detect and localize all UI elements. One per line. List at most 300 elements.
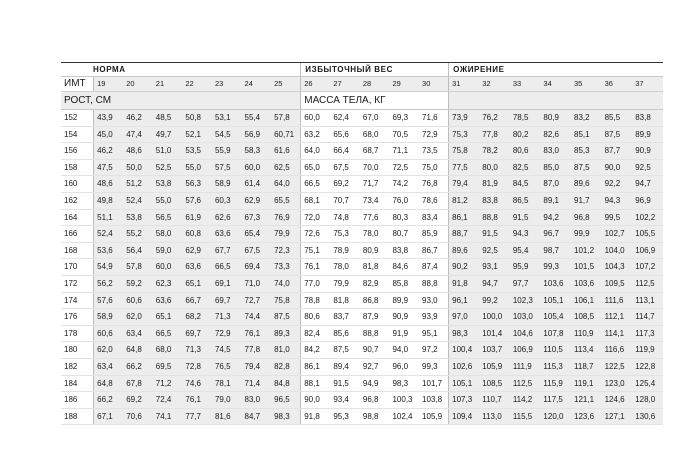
weight-cell: 130,6 [632, 408, 663, 425]
height-value: 166 [61, 226, 94, 243]
table-row [61, 143, 663, 160]
weight-cell: 106,1 [571, 292, 602, 309]
weight-cell: 82,5 [510, 159, 541, 176]
weight-cell: 90,2 [449, 259, 480, 276]
weight-cell: 49,7 [153, 126, 183, 143]
weight-cell: 68,2 [182, 309, 212, 326]
bmi-value: 32 [479, 77, 510, 92]
weight-cell: 72,9 [212, 325, 242, 342]
weight-cell: 128,0 [632, 392, 663, 409]
weight-cell: 94,3 [510, 226, 541, 243]
weight-cell: 91,7 [571, 192, 602, 209]
weight-cell: 94,3 [602, 192, 633, 209]
weight-cell: 60,3 [212, 192, 242, 209]
weight-cell: 78,9 [330, 242, 360, 259]
weight-cell: 114,1 [602, 325, 633, 342]
weight-cell: 97,2 [419, 342, 449, 359]
weight-cell: 83,0 [242, 392, 272, 409]
weight-cell: 91,5 [479, 226, 510, 243]
weight-cell: 71,7 [360, 176, 390, 193]
weight-cell: 123,6 [571, 408, 602, 425]
bmi-value: 33 [510, 77, 541, 92]
weight-cell: 86,1 [449, 209, 480, 226]
bmi-value: 23 [212, 77, 242, 92]
weight-cell: 85,0 [540, 159, 571, 176]
weight-cell: 92,5 [632, 159, 663, 176]
weight-cell: 93,0 [419, 292, 449, 309]
weight-cell: 113,1 [632, 292, 663, 309]
weight-cell: 87,4 [419, 259, 449, 276]
weight-cell: 103,8 [419, 392, 449, 409]
table-row [61, 126, 663, 143]
weight-cell: 94,9 [360, 375, 390, 392]
weight-cell: 119,9 [632, 342, 663, 359]
weight-cell: 72,9 [419, 126, 449, 143]
weight-cell: 85,1 [571, 126, 602, 143]
weight-cell: 77,8 [479, 126, 510, 143]
weight-cell: 98,8 [360, 408, 390, 425]
weight-cell: 84,2 [301, 342, 331, 359]
weight-cell: 98,3 [389, 375, 419, 392]
weight-cell: 101,5 [571, 259, 602, 276]
weight-cell: 82,4 [301, 325, 331, 342]
height-value: 152 [61, 110, 94, 127]
weight-cell: 87,5 [571, 159, 602, 176]
height-label: РОСТ, СМ [61, 92, 301, 110]
weight-cell: 89,9 [389, 292, 419, 309]
weight-cell: 77,6 [360, 209, 390, 226]
height-value: 188 [61, 408, 94, 425]
weight-cell: 75,0 [419, 159, 449, 176]
weight-cell: 72,6 [301, 226, 331, 243]
weight-cell: 55,9 [212, 143, 242, 160]
weight-cell: 123,0 [602, 375, 633, 392]
weight-cell: 62,5 [271, 159, 301, 176]
weight-cell: 101,7 [419, 375, 449, 392]
table-row [61, 292, 663, 309]
units-row [61, 92, 663, 110]
weight-cell: 61,9 [182, 209, 212, 226]
weight-cell: 56,3 [182, 176, 212, 193]
weight-cell: 60,6 [94, 325, 124, 342]
weight-cell: 47,5 [94, 159, 124, 176]
weight-cell: 62,6 [212, 209, 242, 226]
weight-cell: 67,5 [330, 159, 360, 176]
table-row [61, 226, 663, 243]
weight-cell: 105,4 [540, 309, 571, 326]
weight-cell: 86,1 [301, 358, 331, 375]
weight-cell: 50,0 [123, 159, 153, 176]
weight-cell: 106,9 [632, 242, 663, 259]
weight-cell: 88,7 [449, 226, 480, 243]
weight-cell: 89,4 [330, 358, 360, 375]
weight-cell: 48,6 [94, 176, 124, 193]
weight-cell: 53,8 [153, 176, 183, 193]
weight-cell: 64,8 [123, 342, 153, 359]
weight-cell: 107,3 [449, 392, 480, 409]
weight-cell: 76,1 [301, 259, 331, 276]
weight-cell: 105,9 [419, 408, 449, 425]
weight-cell: 70,0 [360, 159, 390, 176]
weight-cell: 93,9 [419, 309, 449, 326]
weight-cell: 96,0 [389, 358, 419, 375]
weight-cell: 109,4 [449, 408, 480, 425]
weight-cell: 101,4 [479, 325, 510, 342]
weight-cell: 104,3 [602, 259, 633, 276]
weight-cell: 81,6 [212, 408, 242, 425]
weight-cell: 107,2 [632, 259, 663, 276]
weight-cell: 94,7 [632, 176, 663, 193]
weight-cell: 98,7 [540, 242, 571, 259]
weight-cell: 90,9 [632, 143, 663, 160]
weight-cell: 84,7 [242, 408, 272, 425]
weight-cell: 63,6 [182, 259, 212, 276]
weight-cell: 81,9 [479, 176, 510, 193]
weight-cell: 95,9 [510, 259, 541, 276]
weight-cell: 81,2 [449, 192, 480, 209]
weight-cell: 102,7 [602, 226, 633, 243]
weight-cell: 68,7 [360, 143, 390, 160]
weight-cell: 90,0 [301, 392, 331, 409]
weight-cell: 81,8 [360, 259, 390, 276]
table-row [61, 275, 663, 292]
bmi-value: 26 [301, 77, 331, 92]
weight-cell: 86,5 [510, 192, 541, 209]
weight-cell: 76,5 [212, 358, 242, 375]
weight-cell: 53,5 [182, 143, 212, 160]
weight-cell: 99,5 [602, 209, 633, 226]
weight-cell: 52,4 [94, 226, 124, 243]
weight-cell: 92,5 [479, 242, 510, 259]
weight-cell: 85,5 [602, 110, 633, 127]
weight-cell: 50,8 [182, 110, 212, 127]
weight-cell: 79,4 [242, 358, 272, 375]
weight-cell: 47,4 [123, 126, 153, 143]
weight-cell: 85,9 [419, 226, 449, 243]
weight-cell: 57,8 [123, 259, 153, 276]
weight-cell: 84,8 [271, 375, 301, 392]
weight-cell: 100,4 [449, 342, 480, 359]
weight-cell: 94,7 [479, 275, 510, 292]
weight-cell: 66,7 [182, 292, 212, 309]
weight-cell: 88,8 [479, 209, 510, 226]
table-row [61, 209, 663, 226]
weight-cell: 120,0 [540, 408, 571, 425]
category-header-row [61, 63, 663, 77]
weight-cell: 64,0 [301, 143, 331, 160]
bmi-value: 19 [94, 77, 124, 92]
category-obesity: ОЖИРЕНИЕ [449, 63, 663, 77]
bmi-value: 20 [123, 77, 153, 92]
weight-cell: 69,2 [330, 176, 360, 193]
weight-cell: 97,0 [449, 309, 480, 326]
weight-cell: 111,6 [602, 292, 633, 309]
weight-cell: 97,7 [510, 275, 541, 292]
weight-cell: 106,9 [510, 342, 541, 359]
weight-cell: 100,0 [479, 309, 510, 326]
weight-cell: 73,5 [419, 143, 449, 160]
weight-cell: 76,1 [182, 392, 212, 409]
weight-cell: 78,0 [360, 226, 390, 243]
weight-cell: 78,8 [301, 292, 331, 309]
weight-cell: 91,8 [301, 408, 331, 425]
weight-cell: 63,4 [94, 358, 124, 375]
weight-cell: 72,5 [389, 159, 419, 176]
weight-cell: 76,1 [242, 325, 272, 342]
weight-cell: 72,4 [153, 392, 183, 409]
table-row [61, 408, 663, 425]
weight-cell: 115,5 [510, 408, 541, 425]
weight-cell: 46,2 [94, 143, 124, 160]
weight-cell: 79,0 [212, 392, 242, 409]
weight-cell: 53,8 [123, 209, 153, 226]
weight-cell: 99,2 [479, 292, 510, 309]
weight-cell: 80,9 [540, 110, 571, 127]
weight-cell: 51,0 [153, 143, 183, 160]
weight-cell: 72,3 [271, 242, 301, 259]
bmi-weight-table [61, 62, 663, 425]
weight-cell: 115,9 [540, 375, 571, 392]
bmi-value: 29 [389, 77, 419, 92]
weight-cell: 59,2 [123, 275, 153, 292]
weight-cell: 89,6 [449, 242, 480, 259]
weight-cell: 89,6 [571, 176, 602, 193]
weight-cell: 74,5 [212, 342, 242, 359]
weight-cell: 108,5 [479, 375, 510, 392]
weight-cell: 88,8 [419, 275, 449, 292]
weight-cell: 66,5 [212, 259, 242, 276]
weight-cell: 87,0 [540, 176, 571, 193]
weight-cell: 62,0 [94, 342, 124, 359]
weight-cell: 51,1 [94, 209, 124, 226]
weight-cell: 102,6 [449, 358, 480, 375]
weight-cell: 90,7 [360, 342, 390, 359]
weight-cell: 66,5 [153, 325, 183, 342]
weight-cell: 74,2 [389, 176, 419, 193]
weight-cell: 55,0 [153, 192, 183, 209]
weight-cell: 62,3 [153, 275, 183, 292]
category-overweight: ИЗБЫТОЧНЫЙ ВЕС [301, 63, 449, 77]
weight-cell: 87,9 [360, 309, 390, 326]
height-value: 168 [61, 242, 94, 259]
weight-cell: 85,3 [571, 143, 602, 160]
weight-cell: 77,8 [242, 342, 272, 359]
weight-cell: 74,6 [182, 375, 212, 392]
weight-cell: 80,6 [301, 309, 331, 326]
weight-cell: 76,0 [389, 192, 419, 209]
weight-cell: 58,3 [242, 143, 272, 160]
weight-cell: 68,0 [153, 342, 183, 359]
weight-cell: 105,5 [632, 226, 663, 243]
table-row [61, 242, 663, 259]
weight-cell: 54,9 [94, 259, 124, 276]
weight-cell: 94,2 [540, 209, 571, 226]
weight-cell: 78,0 [330, 259, 360, 276]
weight-cell: 67,8 [123, 375, 153, 392]
weight-cell: 84,5 [510, 176, 541, 193]
weight-cell: 103,7 [479, 342, 510, 359]
weight-cell: 71,6 [419, 110, 449, 127]
bmi-value: 28 [360, 77, 390, 92]
weight-cell: 68,1 [301, 192, 331, 209]
weight-cell: 80,0 [479, 159, 510, 176]
weight-cell: 75,1 [301, 242, 331, 259]
weight-cell: 78,2 [479, 143, 510, 160]
weight-cell: 91,9 [389, 325, 419, 342]
weight-cell: 56,2 [94, 275, 124, 292]
weight-cell: 87,7 [602, 143, 633, 160]
weight-cell: 71,4 [242, 375, 272, 392]
height-value: 182 [61, 358, 94, 375]
weight-cell: 48,6 [123, 143, 153, 160]
weight-cell: 58,9 [212, 176, 242, 193]
weight-cell: 67,0 [360, 110, 390, 127]
weight-cell: 65,0 [301, 159, 331, 176]
weight-cell: 83,2 [571, 110, 602, 127]
weight-cell: 74,0 [271, 275, 301, 292]
weight-cell: 83,0 [540, 143, 571, 160]
weight-cell: 105,1 [540, 292, 571, 309]
weight-cell: 55,4 [242, 110, 272, 127]
weight-cell: 98,3 [271, 408, 301, 425]
weight-cell: 63,2 [301, 126, 331, 143]
weight-cell: 78,1 [212, 375, 242, 392]
weight-cell: 76,8 [419, 176, 449, 193]
weight-cell: 65,1 [153, 309, 183, 326]
weight-cell: 99,3 [540, 259, 571, 276]
weight-cell: 107,8 [540, 325, 571, 342]
weight-cell: 118,7 [571, 358, 602, 375]
weight-cell: 57,8 [271, 110, 301, 127]
weight-cell: 52,5 [153, 159, 183, 176]
weight-cell: 66,5 [301, 176, 331, 193]
weight-cell: 74,1 [153, 408, 183, 425]
height-value: 156 [61, 143, 94, 160]
weight-cell: 77,0 [301, 275, 331, 292]
bmi-value: 22 [182, 77, 212, 92]
weight-cell: 83,8 [479, 192, 510, 209]
weight-cell: 70,5 [389, 126, 419, 143]
weight-cell: 90,9 [389, 309, 419, 326]
weight-cell: 69,7 [182, 325, 212, 342]
weight-cell: 89,9 [632, 126, 663, 143]
weight-cell: 56,9 [242, 126, 272, 143]
weight-cell: 58,0 [153, 226, 183, 243]
weight-cell: 84,6 [389, 259, 419, 276]
weight-cell: 96,8 [571, 209, 602, 226]
weight-cell: 62,9 [182, 242, 212, 259]
weight-cell: 72,7 [242, 292, 272, 309]
weight-cell: 60,6 [123, 292, 153, 309]
weight-cell: 83,8 [632, 110, 663, 127]
weight-cell: 58,9 [94, 309, 124, 326]
weight-cell: 69,7 [212, 292, 242, 309]
weight-cell: 62,4 [330, 110, 360, 127]
weight-cell: 109,5 [602, 275, 633, 292]
weight-cell: 113,0 [479, 408, 510, 425]
height-value: 184 [61, 375, 94, 392]
weight-cell: 71,1 [389, 143, 419, 160]
weight-cell: 60,0 [301, 110, 331, 127]
table-row [61, 159, 663, 176]
weight-cell: 87,5 [271, 309, 301, 326]
weight-cell: 57,5 [212, 159, 242, 176]
bmi-value: 24 [242, 77, 272, 92]
weight-cell: 81,8 [330, 292, 360, 309]
weight-cell: 87,5 [602, 126, 633, 143]
weight-cell: 60,0 [242, 159, 272, 176]
weight-cell: 61,6 [271, 143, 301, 160]
weight-cell: 122,5 [602, 358, 633, 375]
weight-cell: 67,1 [94, 408, 124, 425]
weight-cell: 92,2 [602, 176, 633, 193]
weight-cell: 111,9 [510, 358, 541, 375]
weight-cell: 83,8 [389, 242, 419, 259]
weight-cell: 74,8 [330, 209, 360, 226]
weight-cell: 79,9 [271, 226, 301, 243]
weight-cell: 57,6 [94, 292, 124, 309]
height-value: 172 [61, 275, 94, 292]
weight-cell: 86,8 [360, 292, 390, 309]
height-value: 176 [61, 309, 94, 326]
table-row [61, 259, 663, 276]
weight-cell: 52,1 [182, 126, 212, 143]
weight-cell: 83,4 [419, 209, 449, 226]
weight-cell: 89,1 [540, 192, 571, 209]
weight-cell: 99,9 [571, 226, 602, 243]
weight-cell: 69,5 [153, 358, 183, 375]
weight-cell: 46,2 [123, 110, 153, 127]
weight-cell: 68,0 [360, 126, 390, 143]
weight-cell: 96,7 [540, 226, 571, 243]
weight-cell: 60,0 [153, 259, 183, 276]
weight-cell: 52,4 [123, 192, 153, 209]
units-blank [449, 92, 663, 110]
weight-cell: 124,6 [602, 392, 633, 409]
weight-cell: 67,5 [242, 242, 272, 259]
weight-cell: 69,2 [123, 392, 153, 409]
weight-cell: 73,3 [271, 259, 301, 276]
table-row [61, 392, 663, 409]
weight-cell: 110,5 [540, 342, 571, 359]
weight-cell: 95,3 [330, 408, 360, 425]
weight-cell: 86,7 [419, 242, 449, 259]
weight-cell: 88,8 [360, 325, 390, 342]
weight-cell: 95,4 [510, 242, 541, 259]
weight-cell: 85,6 [330, 325, 360, 342]
weight-cell: 89,3 [271, 325, 301, 342]
weight-cell: 96,5 [271, 392, 301, 409]
table-row [61, 325, 663, 342]
weight-cell: 65,1 [182, 275, 212, 292]
height-value: 186 [61, 392, 94, 409]
weight-cell: 43,9 [94, 110, 124, 127]
weight-cell: 127,1 [602, 408, 633, 425]
weight-cell: 64,8 [94, 375, 124, 392]
weight-cell: 83,7 [330, 309, 360, 326]
weight-cell: 78,5 [510, 110, 541, 127]
table-row [61, 375, 663, 392]
weight-cell: 105,9 [479, 358, 510, 375]
weight-cell: 75,3 [330, 226, 360, 243]
table-row [61, 358, 663, 375]
weight-cell: 48,5 [153, 110, 183, 127]
weight-cell: 77,7 [182, 408, 212, 425]
weight-cell: 122,8 [632, 358, 663, 375]
weight-cell: 90,0 [602, 159, 633, 176]
height-value: 160 [61, 176, 94, 193]
weight-cell: 82,6 [540, 126, 571, 143]
